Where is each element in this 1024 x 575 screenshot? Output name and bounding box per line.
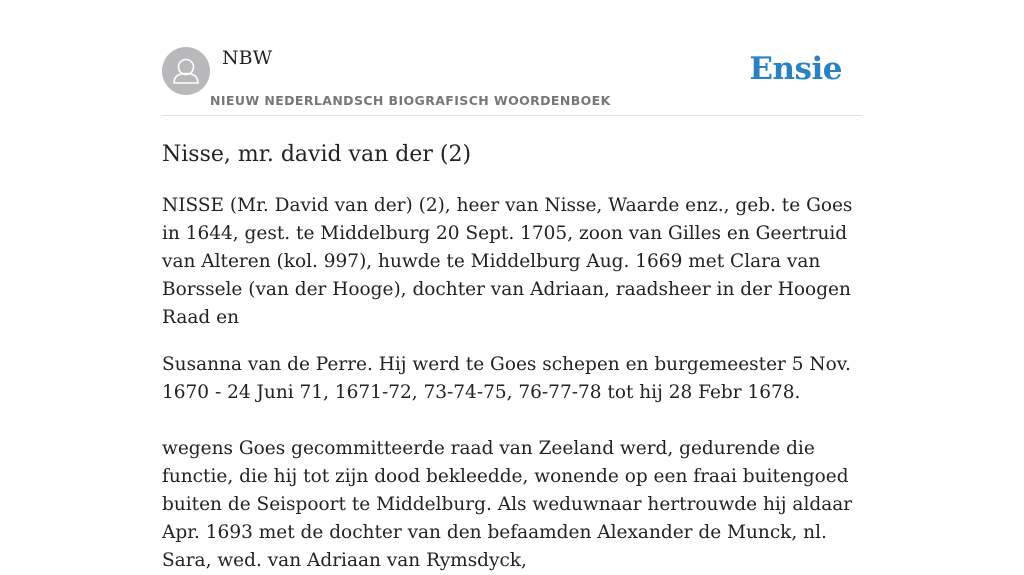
article-paragraph-1: NISSE (Mr. David van der) (2), heer van Nisse, Waarde enz., geb. te Goes in 1644, gest. te Middelburg 20 Sept. 1705, zoon van Gilles en Geertruid van Alteren (kol. 997), huwde te Middelburg Aug. 1669 met Clara van Borssele (van der Hooge), dochter van Adriaan, raadsheer in der Hoogen Raad en (162, 195, 853, 328)
site-short-name[interactable]: NBW (222, 47, 273, 69)
user-icon (162, 47, 210, 95)
page-title: Nisse, mr. david van der (2) (162, 142, 472, 167)
article-paragraph-3: wegens Goes gecommitteerde raad van Zeeland werd, gedurende die functie, die hij tot zijn dood bekleedde, wonende op een fraai buitengoed buiten de Seispoort te Middelburg. Als weduwnaar hertrouwde hij aldaar Apr. 1693 met de dochter van den befaamden Alexander de Munck, nl. Sara, wed. van Adriaan van Rymsdyck, (162, 438, 853, 571)
article-body (162, 192, 862, 575)
article-paragraph-2: Susanna van de Perre. Hij werd te Goes schepen en burgemeester 5 Nov. 1670 - 24 Juni 71, 1671-72, 73-74-75, 76-77-78 tot hij 28 Febr 1678. (162, 354, 851, 403)
site-full-name: NIEUW NEDERLANDSCH BIOGRAFISCH WOORDENBOEK (210, 93, 611, 108)
site-header (162, 0, 862, 116)
brand-logo[interactable]: Ensie (749, 51, 842, 87)
article-page (162, 0, 862, 571)
avatar[interactable] (162, 47, 210, 95)
